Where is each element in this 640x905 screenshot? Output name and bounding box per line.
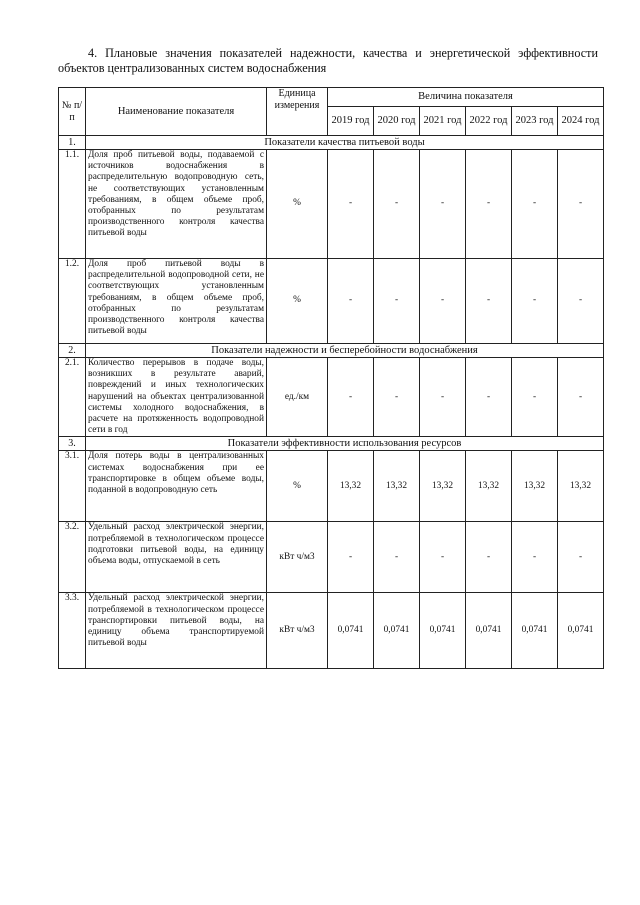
row-number: 1.2. (59, 259, 86, 344)
section-title: Показатели эффективности использования ресурсов (86, 437, 604, 451)
indicator-name: Удельный расход электрической энергии, потребляемой в технологическом процессе подготовки питьевой воды, на единицу объема воды, отпускаемой в сеть (86, 522, 267, 593)
indicator-value: - (466, 522, 512, 593)
header-unit: Единица измерения (267, 88, 328, 136)
header-year: 2021 год (420, 107, 466, 136)
indicator-name: Доля проб питьевой воды, подаваемой с источников водоснабжения в распределительную водопроводную сеть, не соответствующих установленным требованиям, в общем объеме проб, отобранных по результатам производственного контроля качества питьевой воды (86, 150, 267, 259)
indicator-name: Удельный расход электрической энергии, потребляемой в технологическом процессе транспортировки питьевой воды, на единицу объема транспортируемой питьевой воды (86, 593, 267, 669)
indicator-unit: кВт ч/м3 (267, 593, 328, 669)
header-num: № п/п (59, 88, 86, 136)
row-number: 3.2. (59, 522, 86, 593)
indicator-value: - (420, 358, 466, 437)
indicator-unit: % (267, 259, 328, 344)
indicator-value: - (512, 259, 558, 344)
table-body (59, 136, 604, 669)
indicator-value: - (558, 259, 604, 344)
header-name: Наименование показателя (86, 88, 267, 136)
section-row (59, 136, 604, 150)
indicator-name: Доля потерь воды в централизованных системах водоснабжения при ее транспортировке в общем объеме воды, поданной в водопроводную сеть (86, 451, 267, 522)
indicator-value: - (328, 522, 374, 593)
indicator-value: 0,0741 (512, 593, 558, 669)
indicator-value: - (374, 150, 420, 259)
table-row (59, 358, 604, 437)
indicator-name: Количество перерывов в подаче воды, возникших в результате аварий, повреждений и иных технологических нарушений на объектах централизованной системы холодного водоснабжения, в расчете на протяженность водопроводной сети в год (86, 358, 267, 437)
indicator-unit: ед./км (267, 358, 328, 437)
header-year: 2020 год (374, 107, 420, 136)
section-row (59, 344, 604, 358)
row-number: 1.1. (59, 150, 86, 259)
indicator-value: - (466, 259, 512, 344)
indicator-value: - (512, 150, 558, 259)
indicator-value: - (420, 522, 466, 593)
header-year: 2024 год (558, 107, 604, 136)
indicator-value: 13,32 (558, 451, 604, 522)
indicator-value: - (558, 150, 604, 259)
indicator-name: Доля проб питьевой воды в распределительной водопроводной сети, не соответствующих установленным требованиям, в общем объеме проб, отобранных по результатам производственного контроля качества питьевой воды (86, 259, 267, 344)
indicator-value: - (328, 150, 374, 259)
indicator-value: 0,0741 (420, 593, 466, 669)
section-title: Показатели надежности и бесперебойности водоснабжения (86, 344, 604, 358)
indicator-value: 13,32 (466, 451, 512, 522)
table-row (59, 451, 604, 522)
row-number: 3.3. (59, 593, 86, 669)
indicator-value: - (466, 358, 512, 437)
indicator-unit: % (267, 451, 328, 522)
indicator-unit: кВт ч/м3 (267, 522, 328, 593)
header-value: Величина показателя (328, 88, 604, 107)
indicator-value: - (420, 259, 466, 344)
indicator-value: 13,32 (328, 451, 374, 522)
indicator-value: - (374, 522, 420, 593)
indicator-value: - (420, 150, 466, 259)
section-number: 1. (59, 136, 86, 150)
header-year: 2023 год (512, 107, 558, 136)
section-number: 3. (59, 437, 86, 451)
indicator-value: - (328, 358, 374, 437)
indicator-value: - (558, 358, 604, 437)
indicator-value: 13,32 (374, 451, 420, 522)
header-year: 2022 год (466, 107, 512, 136)
table-row (59, 150, 604, 259)
indicator-unit: % (267, 150, 328, 259)
table-row (59, 593, 604, 669)
section-title: Показатели качества питьевой воды (86, 136, 604, 150)
indicator-value: 0,0741 (328, 593, 374, 669)
table-row (59, 522, 604, 593)
indicator-value: - (512, 522, 558, 593)
section-row (59, 437, 604, 451)
row-number: 2.1. (59, 358, 86, 437)
indicator-value: 0,0741 (374, 593, 420, 669)
indicator-value: - (512, 358, 558, 437)
table-header (59, 88, 604, 136)
indicator-value: - (374, 259, 420, 344)
indicator-value: 0,0741 (558, 593, 604, 669)
row-number: 3.1. (59, 451, 86, 522)
indicator-value: 0,0741 (466, 593, 512, 669)
indicator-value: 13,32 (420, 451, 466, 522)
table-row (59, 259, 604, 344)
indicator-value: 13,32 (512, 451, 558, 522)
indicator-value: - (558, 522, 604, 593)
indicator-value: - (466, 150, 512, 259)
header-year: 2019 год (328, 107, 374, 136)
indicator-value: - (328, 259, 374, 344)
indicators-table (58, 87, 604, 669)
indicator-value: - (374, 358, 420, 437)
document-heading: 4. Плановые значения показателей надежности, качества и энергетической эффективности объектов централизованных систем водоснабжения (58, 46, 598, 75)
section-number: 2. (59, 344, 86, 358)
